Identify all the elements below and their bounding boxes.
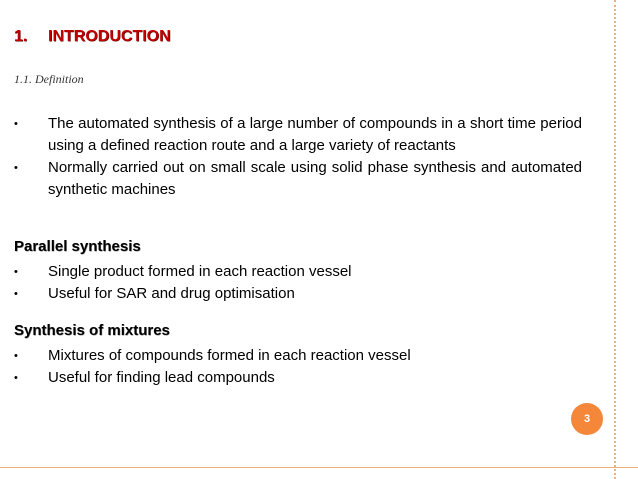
bullet-text: Normally carried out on small scale using solid phase synthesis and automated synthetic machines (48, 159, 582, 198)
bullet-text: Useful for finding lead compounds (48, 369, 275, 386)
parallel-bullet-list (14, 261, 582, 305)
section-title-mixtures: Synthesis of mixtures (14, 322, 170, 339)
bullet-marker: • (14, 162, 18, 174)
bullet-marker: • (14, 288, 18, 300)
bullet-text: Single product formed in each reaction vessel (48, 263, 352, 280)
page-number-badge: 3 (571, 403, 603, 435)
right-dotted-rule (614, 0, 616, 479)
list-item (14, 283, 582, 305)
list-item (14, 261, 582, 283)
list-item (14, 345, 582, 367)
heading-title: INTRODUCTION (48, 28, 171, 45)
bullet-text: Mixtures of compounds formed in each reaction vessel (48, 347, 411, 364)
list-item (14, 113, 582, 157)
bullet-marker: • (14, 350, 18, 362)
list-item (14, 157, 582, 201)
bullet-marker: • (14, 266, 18, 278)
subheading-definition: 1.1. Definition (14, 72, 84, 86)
definition-bullet-list (14, 113, 582, 201)
slide-heading (14, 28, 171, 46)
list-item (14, 367, 582, 389)
bullet-text: The automated synthesis of a large number of compounds in a short time period using a defined reaction route and a large variety of reactants (48, 115, 582, 154)
bullet-marker: • (14, 372, 18, 384)
heading-number: 1. (14, 28, 28, 45)
bullet-text: Useful for SAR and drug optimisation (48, 285, 295, 302)
bottom-rule (0, 467, 638, 468)
bullet-marker: • (14, 118, 18, 130)
section-title-parallel: Parallel synthesis (14, 238, 141, 255)
mixtures-bullet-list (14, 345, 582, 389)
